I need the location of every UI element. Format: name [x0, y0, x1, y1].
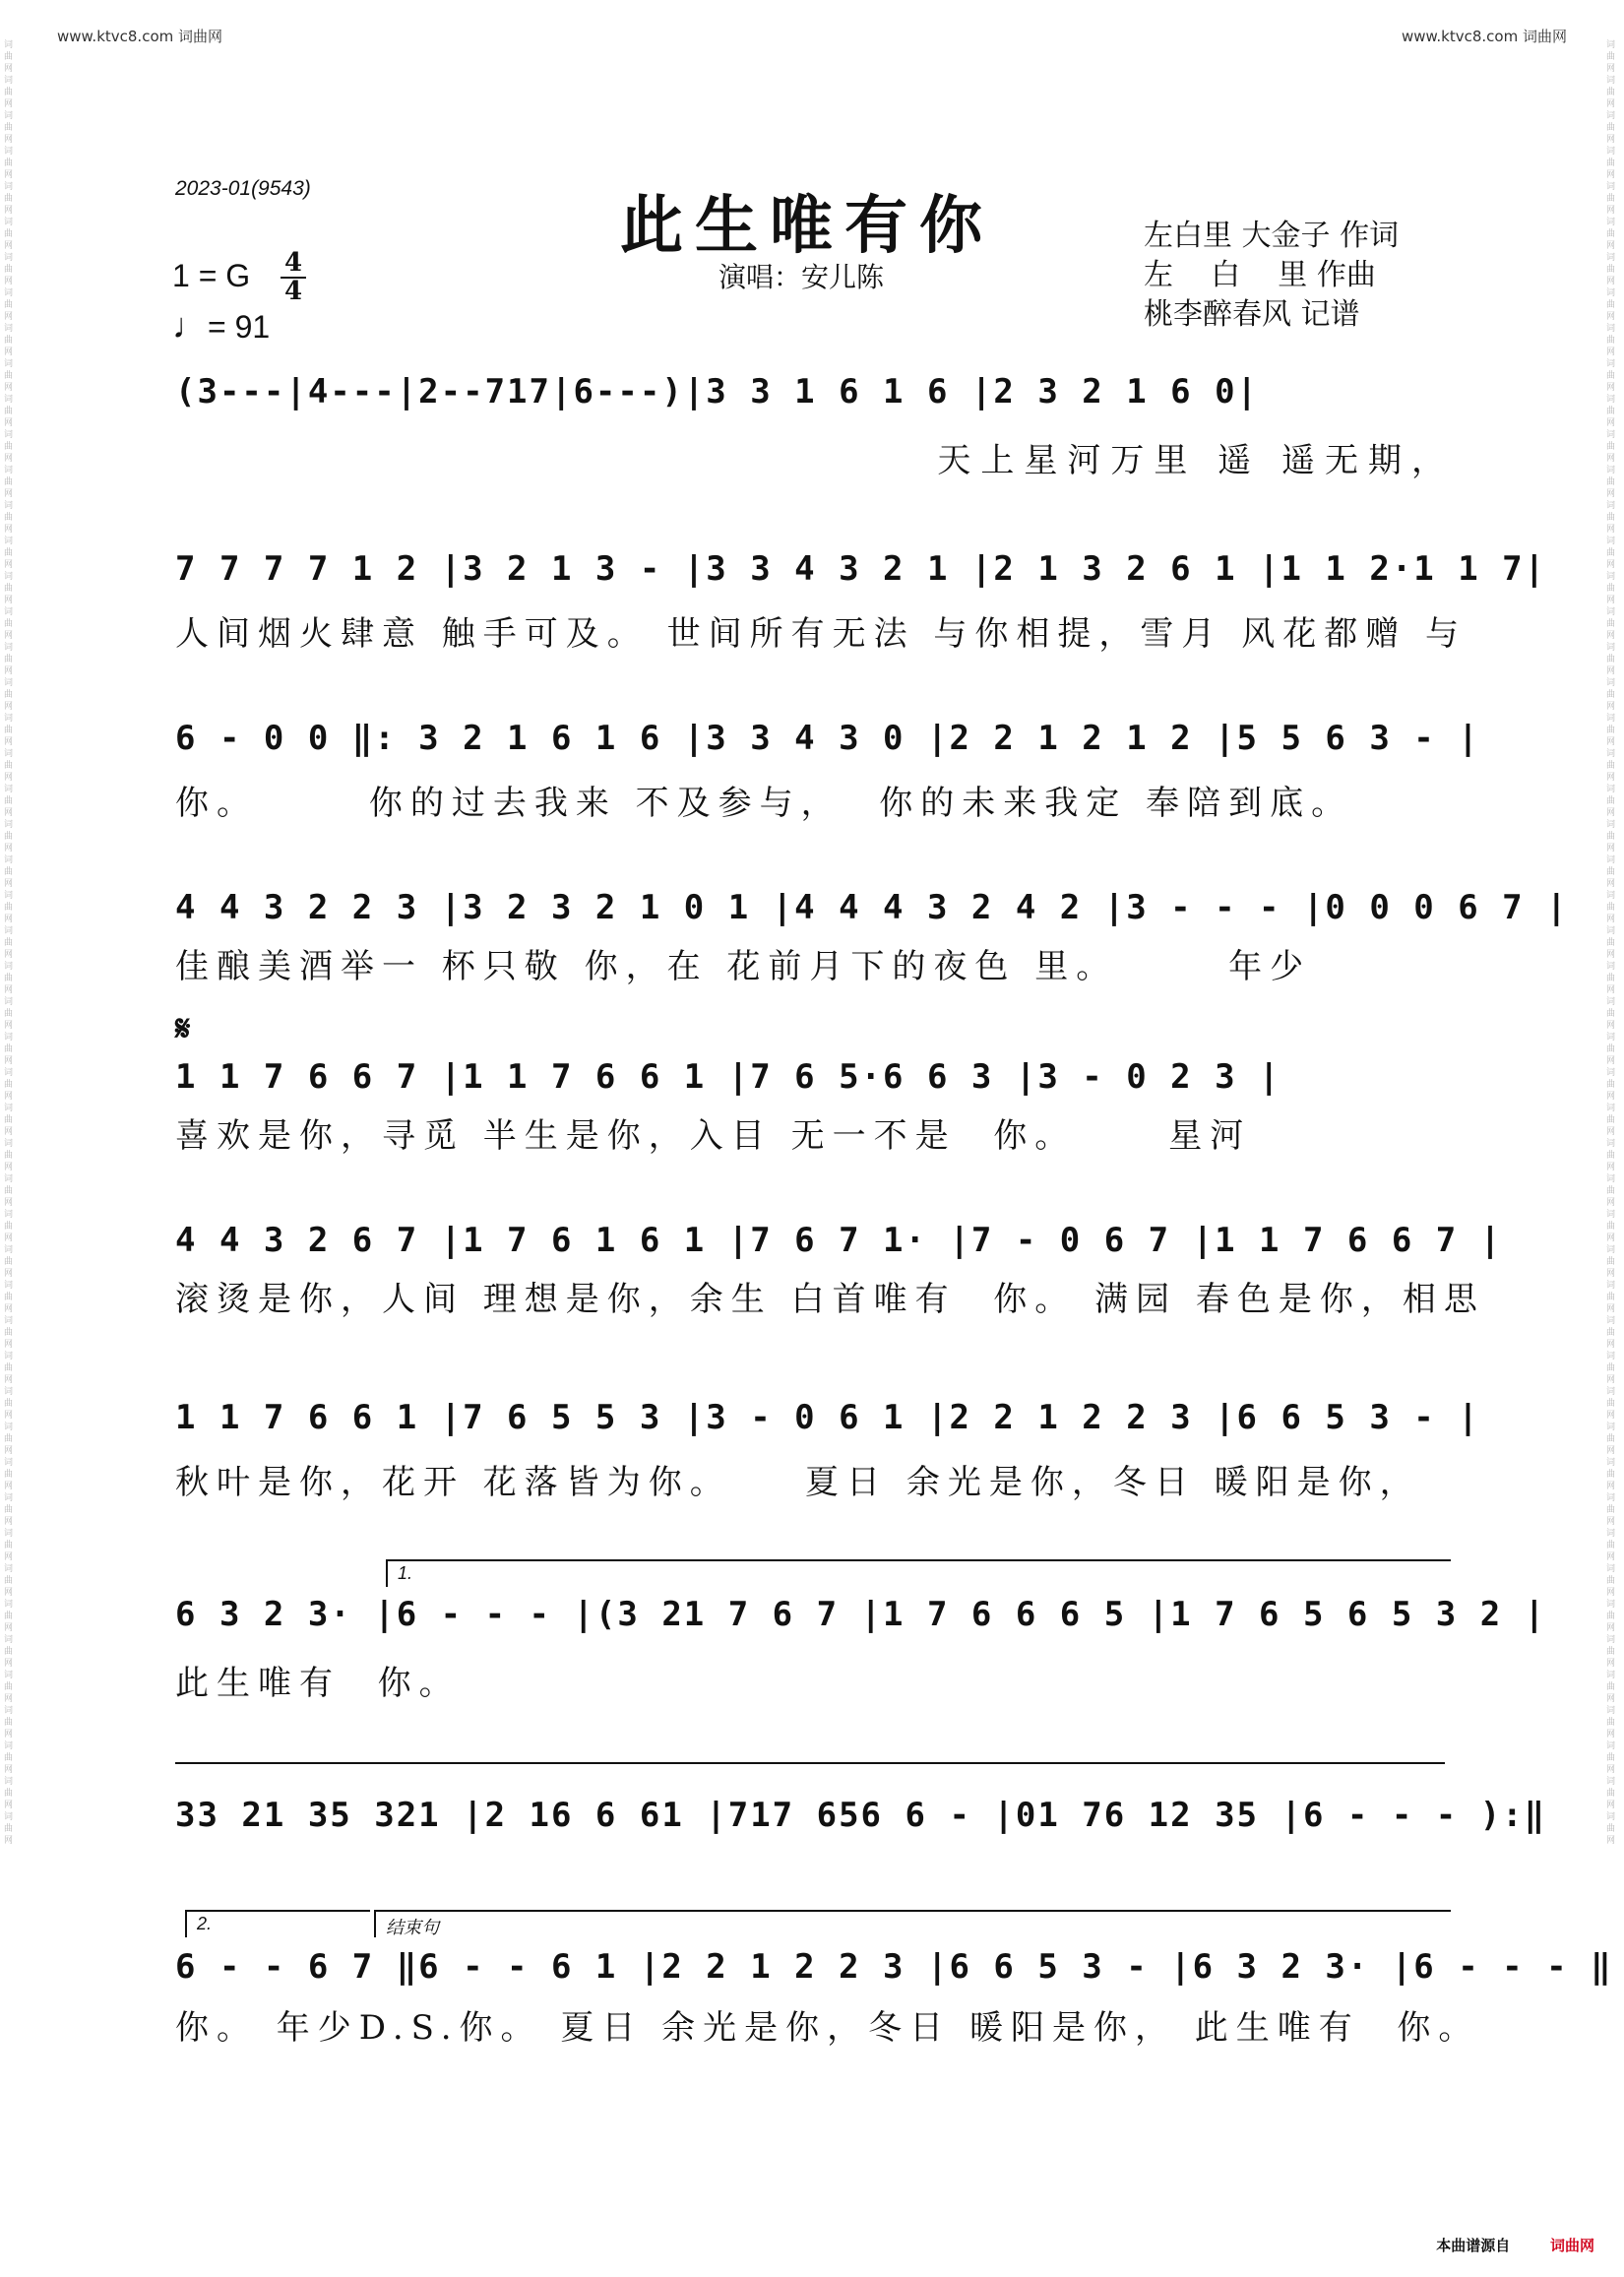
lyrics-line-2: 人间烟火肆意 触手可及。 世间所有无法 与你相提，雪月 风花都赠 与: [175, 614, 1468, 654]
transcriber-credit: 桃李醉春风 记谱: [1144, 297, 1360, 332]
source-label: 本曲谱源自: [1436, 2237, 1511, 2254]
volta-bracket-2: [185, 1910, 370, 1937]
tempo-marking: [172, 305, 270, 347]
volta-2-label: 2.: [197, 1914, 213, 1933]
tempo-value: = 91: [208, 309, 271, 345]
time-signature-bottom: 4: [283, 277, 303, 306]
score-line-3: [175, 719, 1480, 827]
segno-sign: 𝄋: [175, 1008, 191, 1049]
lyrics-line-8: 此生唯有 你。: [175, 1664, 461, 1703]
score-line-4: [175, 888, 1569, 996]
score-line-1: [175, 372, 1455, 480]
composer-credit: 左 白 里 作曲: [1144, 258, 1376, 292]
notation-line-3: 6 - 0 0 ‖: 3 2 1 6 1 6 |3 3 4 3 0 |2 2 1 2 1 2 |5 5 6 3 - |: [175, 719, 1480, 758]
ending-label: 结束句: [386, 1918, 439, 1937]
lyrics-line-4: 佳酿美酒举一 杯只敬 你，在 花前月下的夜色 里。 年少: [175, 947, 1312, 986]
lyrics-line-7: 秋叶是你，花开 花落皆为你。 夏日 余光是你，冬日 暖阳是你，: [175, 1463, 1421, 1502]
notation-line-6: 4 4 3 2 6 7 |1 7 6 1 6 1 |7 6 7 1· |7 - 0 6 7 |1 1 7 6 6 7 |: [175, 1221, 1503, 1260]
notation-line-5: 1 1 7 6 6 7 |1 1 7 6 6 1 |7 6 5·6 6 3 |3 - 0 2 3 |: [175, 1057, 1281, 1097]
singer-credit: 演唱：安儿陈: [718, 261, 885, 293]
score-line-8: [175, 1595, 1547, 1703]
lyrics-line-1: 天上星河万里 遥 遥无期，: [937, 441, 1455, 480]
score-line-2: [175, 549, 1547, 658]
credits-block: [1144, 217, 1399, 335]
notation-line-10: 6 - - 6 7 ‖6 - - 6 1 |2 2 1 2 2 3 |6 6 5 3 - |6 3 2 3· |6 - - - ‖: [175, 1947, 1613, 1987]
score-code: 2023-01(9543): [175, 177, 311, 200]
time-signature: [281, 248, 306, 306]
time-signature-top: 4: [283, 248, 303, 278]
score-line-5: [175, 1057, 1455, 1166]
ending-bracket: [374, 1910, 1451, 1937]
key-signature: 1 = G: [172, 258, 251, 293]
volta-bracket-1: [386, 1559, 1451, 1587]
footer: [1436, 2235, 1594, 2255]
header-url-left[interactable]: www.ktvc8.com 词曲网: [57, 28, 223, 45]
lyrics-line-6: 滚烫是你，人间 理想是你，余生 白首唯有 你。 满园 春色是你，相思: [175, 1280, 1485, 1319]
notation-line-4: 4 4 3 2 2 3 |3 2 3 2 1 0 1 |4 4 4 3 2 4 2 |3 - - - |0 0 0 6 7 |: [175, 888, 1569, 927]
song-title: 此生唯有你: [620, 189, 994, 263]
lyrics-line-5: 喜欢是你，寻觅 半生是你，入目 无一不是 你。 星河: [175, 1116, 1252, 1156]
notation-line-2: 7 7 7 7 1 2 |3 2 1 3 - |3 3 4 3 2 1 |2 1 3 2 6 1 |1 1 2·1 1 7|: [175, 549, 1547, 589]
lyricist-credit: 左白里 大金子 作词: [1144, 219, 1400, 253]
lyrics-line-3: 你。 你的过去我来 不及参与， 你的未来我定 奉陪到底。: [175, 784, 1353, 823]
notation-line-1: (3---|4---|2--717|6---)|3 3 1 6 1 6 |2 3 2 1 6 0|: [175, 372, 1260, 411]
volta-1-label: 1.: [398, 1563, 413, 1583]
brand-link[interactable]: 词曲网: [1549, 2237, 1594, 2254]
lyrics-line-10: 你。 年少D.S.你。 夏日 余光是你，冬日 暖阳是你， 此生唯有 你。: [175, 2008, 1480, 2048]
side-watermark-right: 词曲网词曲网词曲网词曲网词曲网词曲网词曲网词曲网词曲网词曲网词曲网词曲网词曲网词曲网词曲网词曲网词曲网词曲网词曲网词曲网词曲网词曲网词曲网词曲网词曲网词曲网词曲网词曲网词曲网词曲网词曲网词曲网词曲网词曲网词曲网词曲网词曲网词曲网词曲网词曲网词曲网词曲网词曲网词曲网词曲网词曲网词曲网词曲网词曲网词曲网词曲网: [1606, 40, 1616, 1846]
score-line-10: [175, 1947, 1613, 2056]
notation-line-7: 1 1 7 6 6 1 |7 6 5 5 3 |3 - 0 6 1 |2 2 1 2 2 3 |6 6 5 3 - |: [175, 1398, 1480, 1437]
header-url-right[interactable]: www.ktvc8.com 词曲网: [1401, 28, 1567, 45]
side-watermark-left: 词曲网词曲网词曲网词曲网词曲网词曲网词曲网词曲网词曲网词曲网词曲网词曲网词曲网词曲网词曲网词曲网词曲网词曲网词曲网词曲网词曲网词曲网词曲网词曲网词曲网词曲网词曲网词曲网词曲网词曲网词曲网词曲网词曲网词曲网词曲网词曲网词曲网词曲网词曲网词曲网词曲网词曲网词曲网词曲网词曲网词曲网词曲网词曲网词曲网词曲网词曲网: [4, 40, 14, 1846]
score-line-7: [175, 1398, 1480, 1506]
volta-continuation-line: [175, 1762, 1445, 1764]
quarter-note-icon: ♩: [172, 305, 208, 346]
notation-line-8: 6 3 2 3· |6 - - - |(3 21 7 6 7 |1 7 6 6 6 5 |1 7 6 5 6 5 3 2 |: [175, 1595, 1547, 1634]
score-line-6: [175, 1221, 1503, 1329]
score-line-9: [175, 1796, 1547, 1855]
notation-line-9: 33 21 35 321 |2 16 6 61 |717 656 6 - |01 76 12 35 |6 - - - ):‖: [175, 1796, 1547, 1835]
